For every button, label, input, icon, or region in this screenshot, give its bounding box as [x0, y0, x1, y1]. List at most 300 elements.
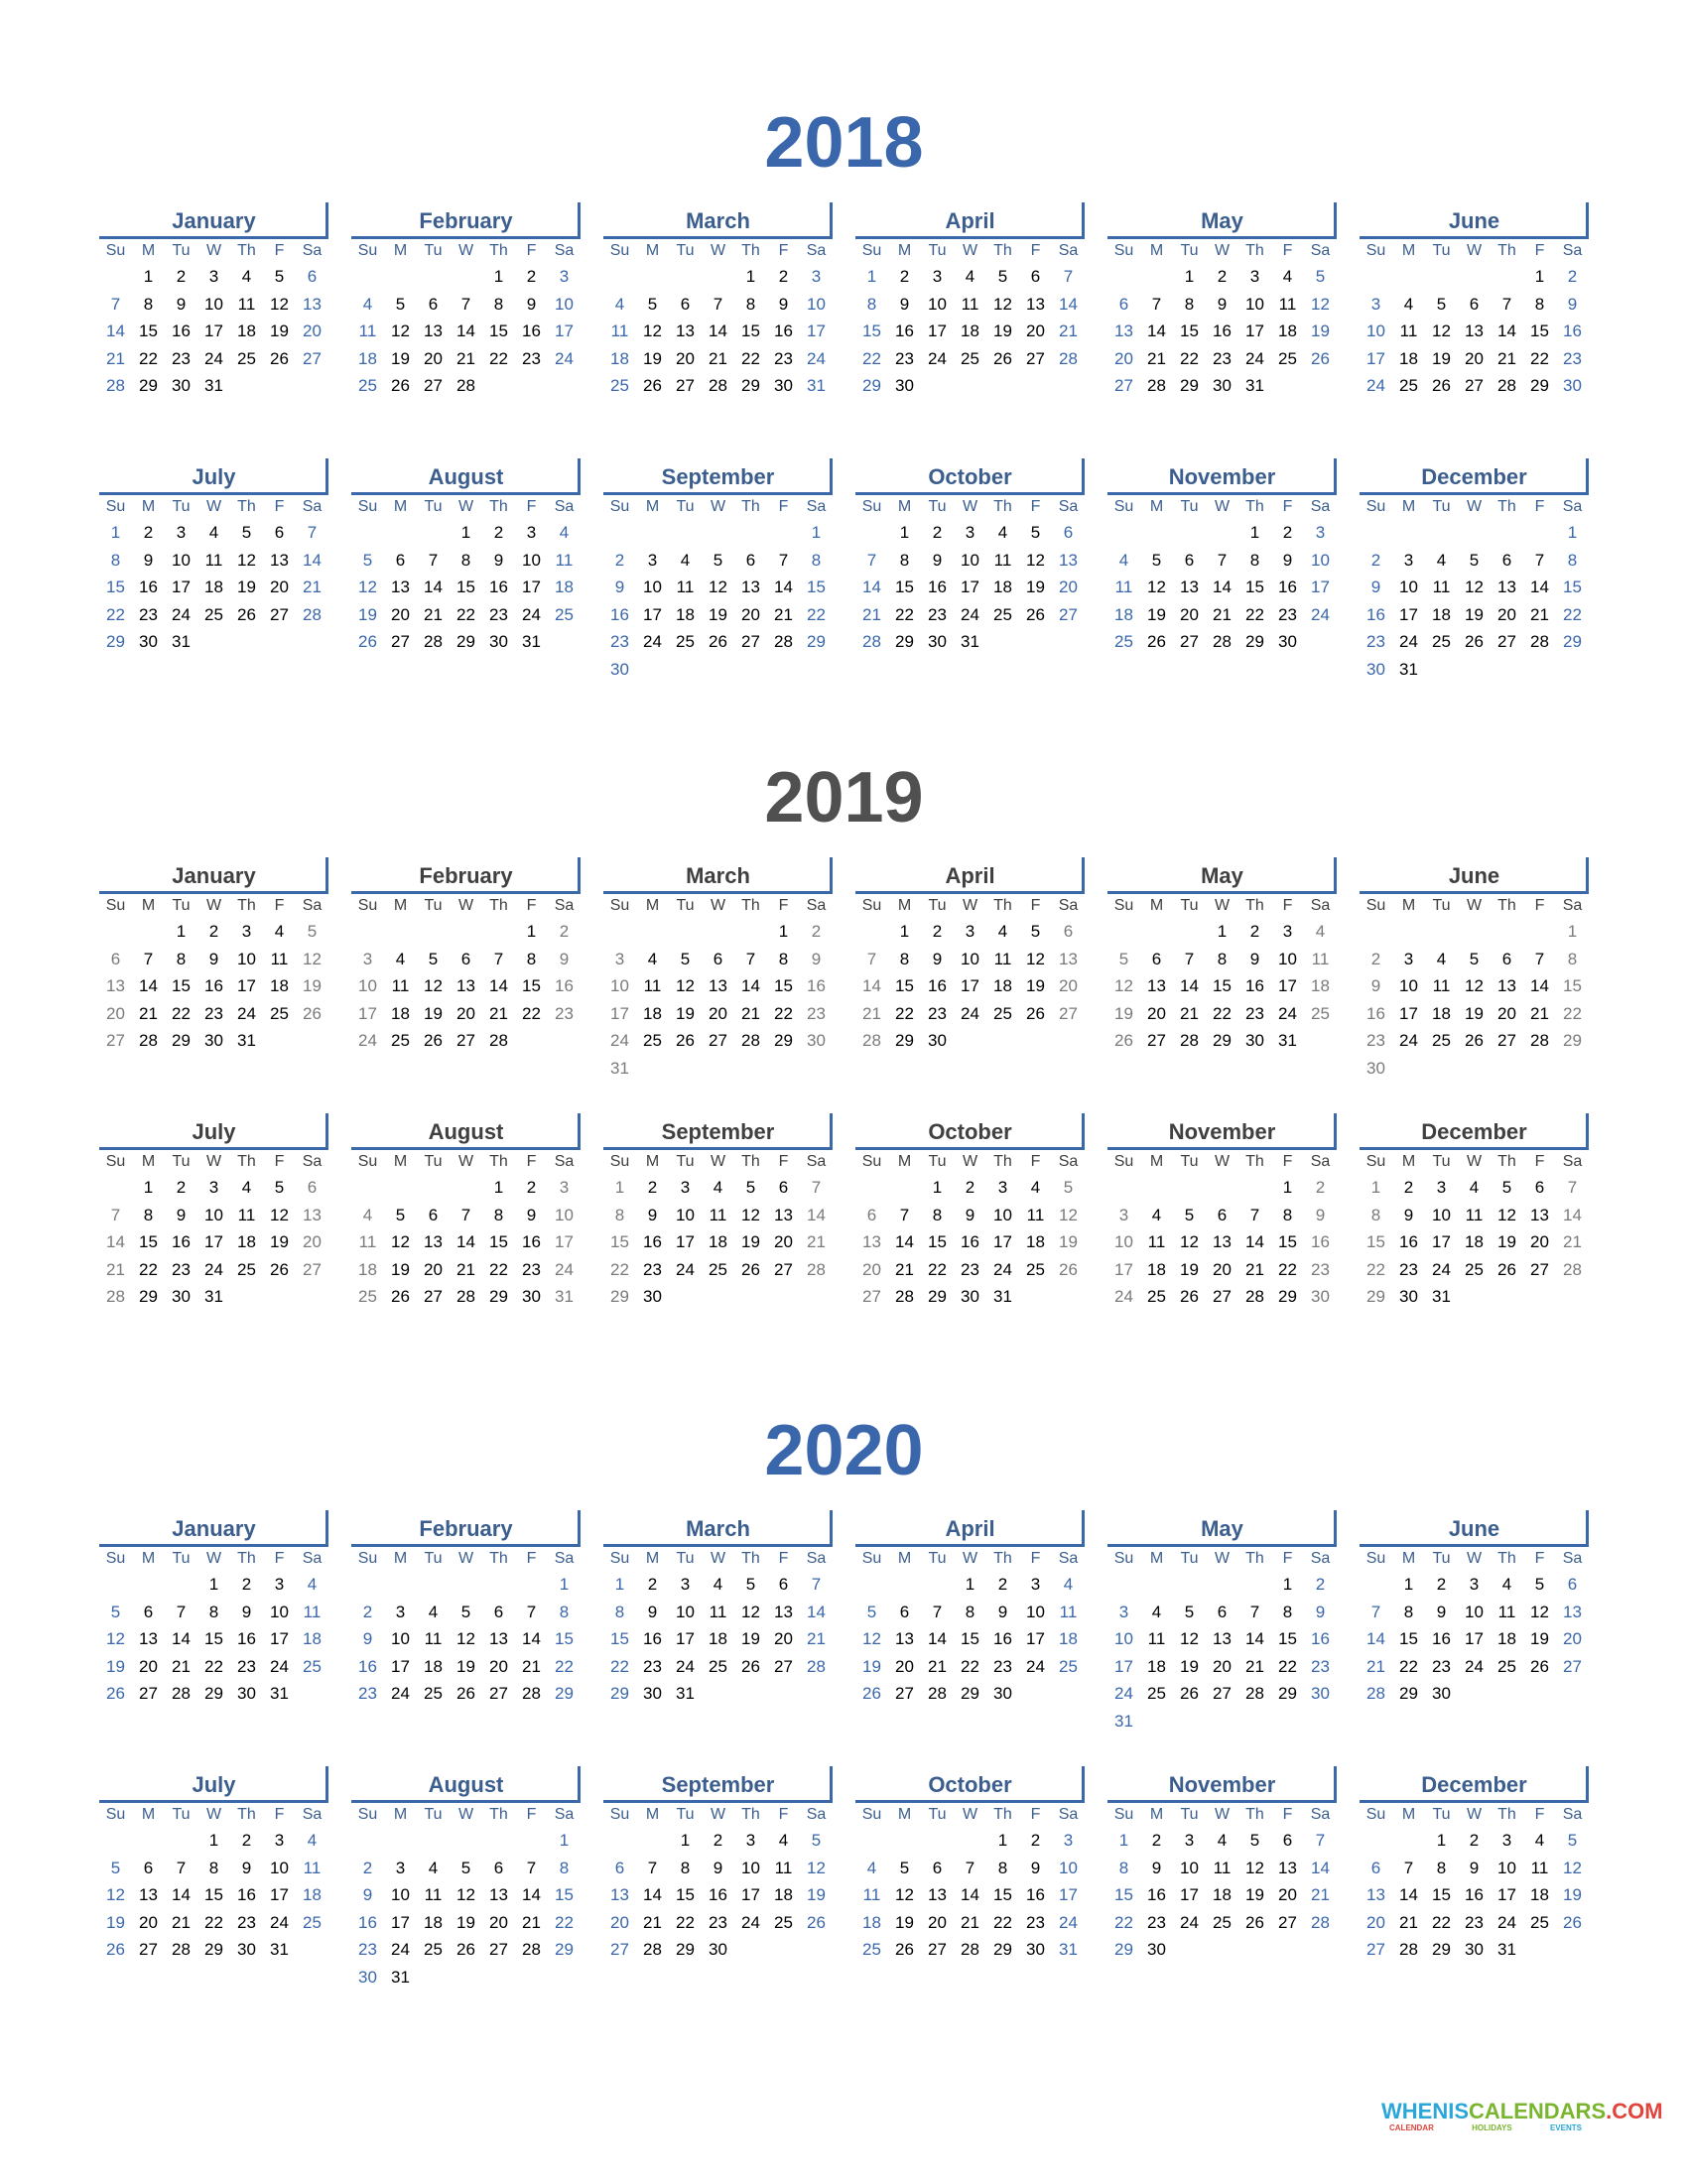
month-calendar-may	[1107, 857, 1337, 1055]
weekday-label: W	[1466, 897, 1483, 914]
week-row	[99, 628, 328, 656]
day-cell: 22	[895, 604, 914, 624]
day-cell: 9	[899, 294, 910, 314]
day-cell: 20	[1180, 604, 1199, 624]
day-cell: 11	[1278, 294, 1297, 314]
week-row	[1360, 345, 1589, 373]
weekday-label: W	[1466, 1806, 1483, 1823]
weekday-label: F	[1030, 242, 1041, 259]
day-cell: 21	[456, 1259, 475, 1279]
weekend-day-cell: 2	[614, 550, 625, 570]
month-header	[1107, 1113, 1337, 1150]
weekend-day-cell: 25	[1114, 632, 1133, 651]
weekend-day-cell: 18	[303, 1629, 322, 1648]
day-cell: 7	[1501, 294, 1512, 314]
weekend-day-cell: 19	[1114, 1003, 1133, 1023]
week-row	[1360, 1202, 1589, 1229]
weekend-day-cell: 11	[610, 321, 629, 340]
day-cell: 13	[1213, 1629, 1232, 1648]
weekday-label: Sa	[554, 1153, 575, 1170]
day-cell: 27	[928, 1940, 947, 1959]
weekday-header-row	[1107, 1803, 1337, 1827]
weekday-label: Sa	[1310, 1806, 1331, 1823]
day-cell: 13	[741, 578, 760, 596]
weekend-day-cell: 11	[1311, 949, 1330, 968]
weekend-day-cell: 14	[807, 1602, 826, 1621]
weekend-day-cell: 10	[1114, 1629, 1133, 1648]
weekend-day-cell: 8	[559, 1858, 570, 1877]
day-cell: 30	[172, 1287, 191, 1306]
weekday-label: F	[1282, 1806, 1293, 1823]
day-cell: 10	[1278, 949, 1297, 968]
day-cell: 7	[460, 1205, 471, 1224]
weekend-day-cell: 21	[106, 1259, 125, 1279]
day-cell: 12	[895, 1885, 914, 1904]
day-cell: 23	[489, 604, 508, 624]
weekday-label: W	[1214, 242, 1231, 259]
weekend-day-cell: 18	[358, 1259, 377, 1279]
week-row	[603, 972, 833, 1000]
weekday-label: W	[1466, 242, 1483, 259]
month-calendar-january	[99, 1510, 328, 1708]
day-cell: 28	[961, 1940, 979, 1959]
day-cell: 22	[172, 1003, 191, 1023]
weekend-day-cell: 5	[110, 1602, 121, 1621]
day-cell: 18	[643, 1003, 662, 1023]
day-cell: 22	[139, 1259, 158, 1279]
month-name: September	[661, 1119, 775, 1144]
day-cell: 14	[172, 1885, 191, 1904]
weekend-day-cell: 2	[362, 1858, 373, 1877]
day-cell: 9	[208, 949, 219, 968]
empty-day-cell	[99, 1174, 132, 1202]
weekend-day-cell: 28	[106, 376, 125, 395]
week-row	[603, 1571, 833, 1599]
day-cell: 24	[204, 1259, 223, 1279]
day-cell: 11	[1147, 1629, 1166, 1648]
day-cell: 3	[208, 1178, 219, 1197]
day-cell: 22	[928, 1259, 947, 1279]
weekend-day-cell: 2	[811, 922, 822, 941]
day-cell: 16	[237, 1885, 256, 1904]
weekend-day-cell: 1	[811, 523, 822, 542]
day-cell: 13	[895, 1629, 914, 1648]
empty-day-cell	[603, 1827, 636, 1855]
weekday-label: W	[457, 1153, 474, 1170]
weekday-label: Su	[357, 1806, 378, 1823]
week-row	[1107, 291, 1337, 319]
day-cell: 3	[965, 523, 975, 542]
empty-day-cell	[417, 263, 450, 291]
weekend-day-cell: 16	[358, 1912, 377, 1932]
month-name: November	[1168, 1772, 1276, 1797]
day-cell: 6	[713, 949, 723, 968]
weekday-label: Th	[1245, 1806, 1264, 1823]
weekday-label: W	[710, 1550, 726, 1567]
weekend-day-cell: 25	[303, 1912, 322, 1932]
weekday-label: Sa	[1562, 498, 1583, 515]
weekend-day-cell: 14	[106, 1232, 125, 1251]
day-cell: 14	[1213, 578, 1232, 596]
month-name: December	[1421, 464, 1527, 489]
weekday-label: W	[962, 897, 978, 914]
day-cell: 25	[1147, 1287, 1166, 1306]
day-cell: 18	[1026, 1232, 1045, 1251]
day-cell: 19	[456, 1912, 475, 1932]
weekday-label: Sa	[1058, 1806, 1079, 1823]
day-cell: 4	[1469, 1178, 1480, 1197]
day-cell: 9	[526, 1205, 537, 1224]
weekday-label: W	[205, 897, 222, 914]
day-cell: 9	[526, 294, 537, 314]
week-row	[1360, 318, 1589, 345]
weekday-label: Tu	[172, 1550, 191, 1567]
week-row	[1107, 1228, 1337, 1256]
day-cell: 28	[1245, 1287, 1264, 1306]
day-cell: 28	[522, 1940, 541, 1959]
day-cell: 27	[139, 1684, 158, 1703]
weekday-label: M	[1401, 897, 1416, 914]
day-cell: 19	[1026, 578, 1045, 596]
weekday-label: W	[962, 1550, 978, 1567]
weekend-day-cell: 1	[559, 1575, 570, 1594]
month-header	[351, 1766, 581, 1803]
empty-day-cell	[954, 1827, 986, 1855]
brand-com: .COM	[1606, 2099, 1663, 2123]
empty-day-cell	[888, 1571, 921, 1599]
weekday-label: F	[274, 498, 285, 515]
day-cell: 13	[709, 976, 727, 995]
day-cell: 21	[489, 1003, 508, 1023]
day-cell: 3	[1282, 922, 1293, 941]
day-cell: 1	[1249, 523, 1260, 542]
day-cell: 20	[456, 1003, 475, 1023]
weekend-day-cell: 4	[1315, 922, 1326, 941]
weekday-label: Th	[237, 897, 256, 914]
weekend-day-cell: 17	[358, 1003, 377, 1023]
day-cell: 15	[139, 321, 158, 340]
day-cell: 26	[456, 1940, 475, 1959]
day-cell: 24	[1465, 1656, 1484, 1676]
empty-day-cell	[450, 918, 482, 946]
day-cell: 22	[741, 348, 760, 368]
day-cell: 12	[1530, 1602, 1549, 1621]
day-cell: 19	[1180, 1656, 1199, 1676]
empty-day-cell	[450, 263, 482, 291]
weekend-day-cell: 30	[610, 659, 629, 679]
day-cell: 5	[274, 267, 285, 286]
weekday-label: Tu	[676, 498, 695, 515]
day-cell: 12	[1026, 949, 1045, 968]
weekend-day-cell: 26	[1563, 1912, 1582, 1932]
day-cell: 9	[1249, 949, 1260, 968]
day-cell: 16	[928, 578, 947, 596]
day-cell: 7	[1249, 1602, 1260, 1621]
weekday-label: Tu	[928, 242, 947, 259]
day-cell: 10	[391, 1885, 410, 1904]
weekday-label: F	[274, 1153, 285, 1170]
month-name: October	[928, 1119, 1012, 1144]
weekday-header-row	[99, 1150, 328, 1174]
weekend-day-cell: 16	[358, 1656, 377, 1676]
day-cell: 8	[1282, 1205, 1293, 1224]
month-name: May	[1201, 863, 1243, 888]
weekend-day-cell: 18	[1059, 1629, 1078, 1648]
week-row	[855, 345, 1085, 373]
weekend-day-cell: 22	[1563, 1003, 1582, 1023]
day-cell: 23	[172, 1259, 191, 1279]
day-cell: 24	[1399, 632, 1418, 651]
week-row	[99, 519, 328, 547]
weekday-label: W	[1214, 1806, 1231, 1823]
weekend-day-cell: 22	[106, 604, 125, 624]
week-row	[1107, 574, 1337, 601]
week-row	[603, 1936, 833, 1964]
weekend-day-cell: 7	[811, 1575, 822, 1594]
day-cell: 20	[424, 348, 443, 368]
day-cell: 31	[1497, 1940, 1516, 1959]
weekend-day-cell: 17	[610, 1003, 629, 1023]
empty-day-cell	[1140, 918, 1173, 946]
day-cell: 24	[172, 604, 191, 624]
weekday-label: Su	[1365, 498, 1386, 515]
month-name: April	[945, 208, 995, 233]
month-name: December	[1421, 1772, 1527, 1797]
day-cell: 13	[1180, 578, 1199, 596]
day-cell: 2	[1249, 922, 1260, 941]
day-cell: 10	[676, 1205, 695, 1224]
week-row	[99, 574, 328, 601]
week-row	[1107, 1283, 1337, 1311]
weekday-label: M	[393, 242, 408, 259]
day-cell: 5	[241, 523, 252, 542]
weekend-day-cell: 14	[862, 578, 881, 596]
week-row	[99, 1599, 328, 1626]
weekend-day-cell: 9	[1370, 976, 1381, 995]
week-row	[1360, 1228, 1589, 1256]
weekday-label: F	[778, 498, 789, 515]
week-row	[855, 601, 1085, 629]
weekday-label: Th	[741, 498, 760, 515]
weekend-day-cell: 23	[1366, 632, 1385, 651]
day-cell: 26	[1465, 1031, 1484, 1050]
weekend-day-cell: 21	[862, 604, 881, 624]
weekend-day-cell: 7	[110, 294, 121, 314]
day-cell: 6	[1501, 949, 1512, 968]
day-cell: 29	[1278, 1684, 1297, 1703]
weekday-label: Th	[1245, 498, 1264, 515]
weekend-day-cell: 29	[610, 1287, 629, 1306]
weekday-label: W	[710, 1806, 726, 1823]
day-cell: 8	[1436, 1858, 1447, 1877]
day-cell: 24	[1180, 1912, 1199, 1932]
weekday-label: Th	[993, 1153, 1012, 1170]
day-cell: 3	[1403, 949, 1414, 968]
day-cell: 14	[774, 578, 793, 596]
weekend-day-cell: 13	[610, 1885, 629, 1904]
weekday-label: Sa	[1562, 1153, 1583, 1170]
month-header	[99, 857, 328, 894]
brand-logo[interactable]	[1381, 2099, 1663, 2133]
weekday-label: Th	[1245, 1550, 1264, 1567]
month-calendar-january	[99, 857, 328, 1055]
month-header	[603, 857, 833, 894]
day-cell: 29	[741, 376, 760, 395]
day-cell: 14	[1530, 976, 1549, 995]
weekend-day-cell: 19	[1311, 321, 1330, 340]
empty-day-cell	[1173, 1571, 1206, 1599]
weekend-day-cell: 15	[610, 1232, 629, 1251]
day-cell: 14	[741, 976, 760, 995]
day-cell: 28	[1245, 1684, 1264, 1703]
empty-day-cell	[450, 1827, 482, 1855]
week-row	[603, 345, 833, 373]
empty-day-cell	[603, 519, 636, 547]
day-cell: 12	[1026, 550, 1045, 570]
month-calendar-january	[99, 202, 328, 400]
day-cell: 12	[456, 1885, 475, 1904]
day-cell: 10	[1399, 976, 1418, 995]
day-cell: 3	[1403, 550, 1414, 570]
weekend-day-cell: 10	[358, 976, 377, 995]
day-cell: 28	[172, 1684, 191, 1703]
day-cell: 23	[928, 604, 947, 624]
empty-day-cell	[1425, 918, 1458, 946]
day-cell: 5	[1501, 1178, 1512, 1197]
week-row	[603, 1228, 833, 1256]
weekend-day-cell: 16	[1366, 1003, 1385, 1023]
weekend-day-cell: 24	[1366, 376, 1385, 395]
day-cell: 16	[709, 1885, 727, 1904]
day-cell: 3	[208, 267, 219, 286]
day-cell: 2	[526, 1178, 537, 1197]
weekend-day-cell: 9	[362, 1885, 373, 1904]
weekday-label: F	[1030, 897, 1041, 914]
day-cell: 31	[961, 632, 979, 651]
day-cell: 9	[1151, 1858, 1162, 1877]
week-row	[603, 601, 833, 629]
day-cell: 15	[961, 1629, 979, 1648]
day-cell: 31	[676, 1684, 695, 1703]
weekday-label: Th	[1245, 242, 1264, 259]
weekday-label: W	[457, 1550, 474, 1567]
month-header	[351, 857, 581, 894]
weekend-day-cell: 31	[555, 1287, 574, 1306]
week-row	[1360, 1027, 1589, 1055]
day-cell: 23	[1245, 1003, 1264, 1023]
weekend-day-cell: 10	[1059, 1858, 1078, 1877]
day-cell: 17	[676, 1629, 695, 1648]
weekday-label: Sa	[806, 1153, 827, 1170]
day-cell: 6	[493, 1602, 504, 1621]
weekday-label: F	[1030, 498, 1041, 515]
brand-tag-calendar: CALENDAR	[1389, 2123, 1434, 2132]
weekend-day-cell: 4	[362, 294, 373, 314]
day-cell: 27	[1213, 1684, 1232, 1703]
day-cell: 3	[1501, 1831, 1512, 1850]
day-cell: 24	[1278, 1003, 1297, 1023]
week-row	[855, 1909, 1085, 1937]
day-cell: 6	[1030, 267, 1041, 286]
weekday-header-row	[1107, 1150, 1337, 1174]
weekend-day-cell: 30	[1311, 1287, 1330, 1306]
day-cell: 29	[895, 632, 914, 651]
day-cell: 23	[522, 348, 541, 368]
day-cell: 8	[932, 1205, 943, 1224]
day-cell: 4	[1534, 1831, 1545, 1850]
day-cell: 24	[391, 1940, 410, 1959]
month-name: October	[928, 464, 1012, 489]
week-row	[1107, 628, 1337, 656]
day-cell: 30	[1213, 376, 1232, 395]
day-cell: 4	[274, 922, 285, 941]
day-cell: 17	[1399, 1003, 1418, 1023]
week-row	[99, 318, 328, 345]
day-cell: 14	[522, 1629, 541, 1648]
day-cell: 30	[237, 1684, 256, 1703]
weekday-label: Su	[105, 1806, 126, 1823]
day-cell: 23	[522, 1259, 541, 1279]
weekday-label: M	[1149, 1153, 1164, 1170]
day-cell: 20	[1213, 1259, 1232, 1279]
weekday-label: Th	[489, 1550, 508, 1567]
day-cell: 20	[1497, 604, 1516, 624]
week-row	[855, 918, 1085, 946]
day-cell: 3	[680, 1575, 691, 1594]
day-cell: 5	[647, 294, 658, 314]
weekend-day-cell: 1	[1567, 922, 1578, 941]
day-cell: 2	[1030, 1831, 1041, 1850]
week-row	[1107, 1653, 1337, 1681]
week-row	[855, 1599, 1085, 1626]
day-cell: 17	[1278, 976, 1297, 995]
day-cell: 9	[241, 1858, 252, 1877]
day-cell: 13	[456, 976, 475, 995]
day-cell: 20	[424, 1259, 443, 1279]
day-cell: 8	[1534, 294, 1545, 314]
day-cell: 20	[709, 1003, 727, 1023]
day-cell: 30	[1245, 1031, 1264, 1050]
weekend-day-cell: 11	[555, 550, 574, 570]
month-name: May	[1201, 1516, 1243, 1541]
weekend-day-cell: 19	[1563, 1885, 1582, 1904]
month-calendar-july	[99, 1766, 328, 1964]
day-cell: 14	[961, 1885, 979, 1904]
weekday-label: Sa	[806, 897, 827, 914]
weekday-label: M	[393, 1806, 408, 1823]
weekday-label: Sa	[806, 1550, 827, 1567]
empty-day-cell	[1206, 1174, 1238, 1202]
day-cell: 11	[1147, 1232, 1166, 1251]
weekday-label: W	[205, 1153, 222, 1170]
day-cell: 19	[1530, 1629, 1549, 1648]
weekend-day-cell: 6	[1063, 523, 1074, 542]
weekend-day-cell: 23	[358, 1684, 377, 1703]
day-cell: 15	[993, 1885, 1012, 1904]
day-cell: 14	[172, 1629, 191, 1648]
day-cell: 21	[643, 1912, 662, 1932]
weekday-label: M	[645, 897, 660, 914]
day-cell: 7	[713, 294, 723, 314]
week-row	[603, 1680, 833, 1708]
empty-day-cell	[384, 263, 417, 291]
weekend-day-cell: 1	[866, 267, 877, 286]
empty-day-cell	[921, 1571, 954, 1599]
day-cell: 20	[928, 1912, 947, 1932]
weekday-label: Tu	[1180, 1806, 1199, 1823]
weekday-label: W	[457, 1806, 474, 1823]
weekend-day-cell: 18	[862, 1912, 881, 1932]
